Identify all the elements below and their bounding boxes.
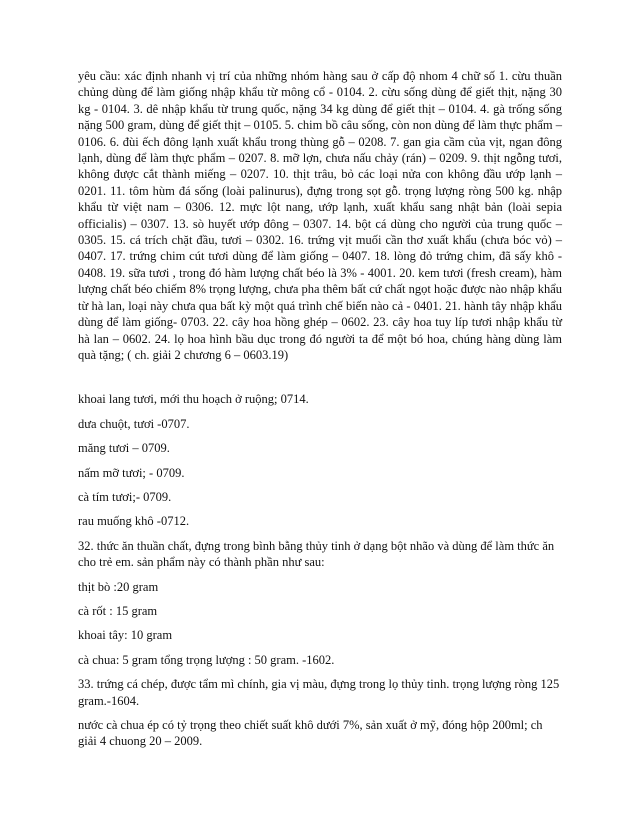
- list-item: măng tươi – 0709.: [78, 441, 170, 456]
- list-item: khoai lang tươi, mới thu hoạch ở ruộng; 0714.: [78, 392, 309, 407]
- list-item: cà rốt : 15 gram: [78, 603, 158, 618]
- list-item: nấm mỡ tươi; - 0709.: [78, 465, 185, 480]
- list-item: cà chua: 5 gram tổng trọng lượng : 50 gram. -1602.: [78, 652, 335, 667]
- list-item: 32. thức ăn thuần chất, đựng trong bình bằng thủy tinh ở dạng bột nhão và dùng để làm thức ăn cho trẻ em. sản phẩm này có thành phần như sau:: [78, 538, 555, 570]
- list-item: 33. trứng cá chép, được tẩm mì chính, gia vị màu, đựng trong lọ thủy tinh. trọng lượng ròng 125 gram.-1604.: [78, 677, 560, 708]
- list-item: nước cà chua ép có tỷ trọng theo chiết suất khô dưới 7%, sản xuất ở mỹ, đóng hộp 200ml; ch giải 4 chuong 20 – 2009.: [78, 718, 543, 749]
- item-list: [78, 391, 562, 750]
- list-item: cà tím tươi;- 0709.: [78, 489, 172, 504]
- list-item: thịt bò :20 gram: [78, 579, 159, 594]
- list-item: khoai tây: 10 gram: [78, 628, 173, 643]
- document-page: [78, 68, 562, 758]
- main-paragraph: yêu cầu: xác định nhanh vị trí của những nhóm hàng sau ở cấp độ nhom 4 chữ số 1. cừu thuần chủng dùng để làm giống nhập khẩu từ mông cổ - 0104. 2. cừu sống dùng để giết thịt, nặng 30 kg - 0104. 3. dê nhập khẩu từ trung quốc, nặng 34 kg dùng để giết thịt – 0104. 4. gà trống sống nặng 500 gram, dùng để giết thịt – 0105. 5. chim bồ câu sống, còn non dùng để làm thực phẩm – 0106. 6. đùi ếch đông lạnh xuất khẩu trong thùng gỗ – 0208. 7. gan gia cầm của vịt, ngan đông lạnh, dùng để làm thực phẩm – 0207. 8. mỡ lợn, chưa nấu chảy (rán) – 0209. 9. thịt ngỗng tươi, không được cắt thành miếng – 0207. 10. thịt trâu, bỏ các loại nửa con không đầu ướp lạnh – 0201. 11. tôm hùm đá sống (loài palinurus), đựng trong sọt gỗ. trọng lượng ròng 500 kg. nhập khẩu từ việt nam – 0306. 12. mực lột nang, ướp lạnh, xuất khẩu sang nhật bản (loài sepia officialis) – 0307. 13. sò huyết ướp đông – 0307. 14. bột cá dùng cho người của trung quốc – 0305. 15. cá trích chặt đầu, tươi – 0302. 16. trứng vịt muối cần thơ xuất khẩu (chưa bóc vỏ) – 0407. 17. trứng chim cút tươi dùng để làm giống – 0407. 18. lòng đỏ trứng chim, đã sấy khô - 0408. 19. sữa tươi , trong đó hàm lượng chất béo là 3% - 4001. 20. kem tươi (fresh cream), hàm lượng chất béo chiếm 8% trọng lượng, chưa pha thêm bất cứ chất ngọt hoặc được nào nhập khẩu từ hà lan, loại này chưa qua bất kỳ một quá trình chế biến nào cả - 0401. 21. hành tây nhập khẩu dùng để làm giống- 0703. 22. cây hoa hồng ghép – 0602. 23. cây hoa tuy líp tươi nhập khẩu từ hà lan – 0602. 24. lọ hoa hình bầu dục trong đó người ta để một bó hoa, chúng hàng dùng làm quà tặng; ( ch. giải 2 chương 6 – 0603.19): [78, 69, 562, 362]
- list-item: dưa chuột, tươi -0707.: [78, 416, 190, 431]
- list-item: rau muống khô -0712.: [78, 514, 190, 529]
